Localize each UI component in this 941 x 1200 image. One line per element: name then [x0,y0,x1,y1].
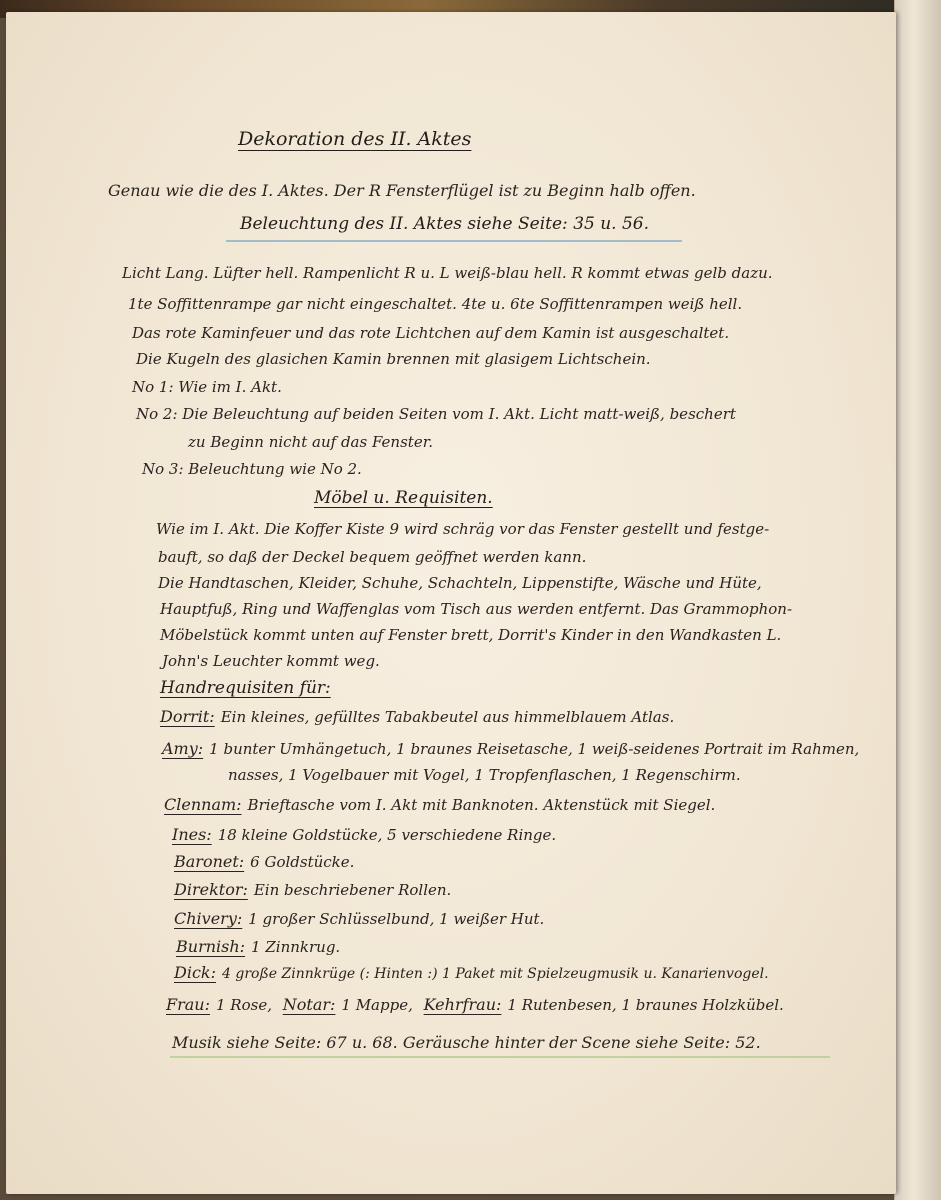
person-name: Notar: [282,995,336,1014]
hand-item-text: 18 kleine Goldstücke, 5 verschiedene Ringe. [217,826,557,844]
green-rule [170,1056,830,1058]
moebel-line: Die Handtaschen, Kleider, Schuhe, Schachteln, Lippenstifte, Wäsche und Hüte, [158,574,762,592]
moebel-line: Wie im I. Akt. Die Koffer Kiste 9 wird schräg vor das Fenster gestellt und festge- [156,520,770,538]
hand-item [172,826,556,844]
body-line: 1te Soffittenrampe gar nicht eingeschaltet. 4te u. 6te Soffittenrampen weiß hell. [128,295,743,313]
person-name: Chivery: [174,909,243,928]
hand-item-text: 1 Rose, [215,996,272,1014]
hand-item [174,881,451,899]
hand-item-text: 1 Zinnkrug. [251,938,341,956]
moebel-heading: Möbel u. Requisiten. [314,488,493,508]
hand-item [228,766,741,784]
page-edge-stack [894,0,941,1200]
lighting-heading: Beleuchtung des II. Aktes siehe Seite: 35 u. 56. [240,214,650,234]
person-name: Direktor: [174,880,248,899]
moebel-line: bauft, so daß der Deckel bequem geöffnet werden kann. [158,548,587,566]
hand-item [162,740,859,758]
moebel-line: Hauptfuß, Ring und Waffenglas vom Tisch aus werden entfernt. Das Grammophon- [160,600,793,618]
body-line: Licht Lang. Lüfter hell. Rampenlicht R u. L weiß-blau hell. R kommt etwas gelb dazu. [122,264,773,282]
person-name: Amy: [162,739,204,758]
person-name: Dick: [174,963,216,982]
hand-item [176,938,340,956]
person-name: Kehrfrau: [423,995,502,1014]
hand-item-text: Brieftasche vom I. Akt mit Banknoten. Aktenstück mit Siegel. [247,796,716,814]
person-name: Baronet: [174,852,245,871]
body-line: No 2: Die Beleuchtung auf beiden Seiten vom I. Akt. Licht matt-weiß, beschert [136,405,736,423]
hand-item [160,708,674,726]
hand-item-last-row [166,996,784,1014]
hand-item-text: 1 Mappe, [341,996,413,1014]
hand-item-text: Ein beschriebener Rollen. [253,881,452,899]
hand-item-text: 1 großer Schlüsselbund, 1 weißer Hut. [248,910,545,928]
person-name: Clennam: [164,795,242,814]
person-name: Ines: [172,825,212,844]
moebel-line: John's Leuchter kommt weg. [162,652,380,670]
body-line: Die Kugeln des glasichen Kamin brennen mit glasigem Lichtschein. [136,350,651,368]
music-line: Musik siehe Seite: 67 u. 68. Geräusche hinter der Scene siehe Seite: 52. [172,1033,761,1052]
person-name: Dorrit: [160,707,215,726]
person-name: Frau: [166,995,210,1014]
blue-rule [226,240,682,242]
hand-item [164,796,715,814]
hand-item [174,910,544,928]
intro-line: Genau wie die des I. Aktes. Der R Fensterflügel ist zu Beginn halb offen. [108,181,696,200]
hand-item-text: nasses, 1 Vogelbauer mit Vogel, 1 Tropfenflaschen, 1 Regenschirm. [228,766,741,784]
body-line: zu Beginn nicht auf das Fenster. [188,433,433,451]
hand-item-text: 4 große Zinnkrüge (: Hinten :) 1 Paket mit Spielzeugmusik u. Kanarienvogel. [222,966,769,982]
person-name: Burnish: [176,937,246,956]
body-line: No 1: Wie im I. Akt. [132,378,282,396]
hand-item-text: 1 bunter Umhängetuch, 1 braunes Reisetasche, 1 weiß-seidenes Portrait im Rahmen, [209,740,860,758]
hand-item [174,964,769,983]
body-line: No 3: Beleuchtung wie No 2. [142,460,362,478]
page-title: Dekoration des II. Aktes [238,128,472,150]
hand-item-text: 6 Goldstücke. [250,853,355,871]
hand-heading: Handrequisiten für: [160,678,331,698]
hand-item-text: 1 Rutenbesen, 1 braunes Holzkübel. [507,996,784,1014]
moebel-line: Möbelstück kommt unten auf Fenster brett, Dorrit's Kinder in den Wandkasten L. [160,626,782,644]
hand-item-text: Ein kleines, gefülltes Tabakbeutel aus himmelblauem Atlas. [220,708,675,726]
hand-item [174,853,354,871]
body-line: Das rote Kaminfeuer und das rote Lichtchen auf dem Kamin ist ausgeschaltet. [132,324,730,342]
